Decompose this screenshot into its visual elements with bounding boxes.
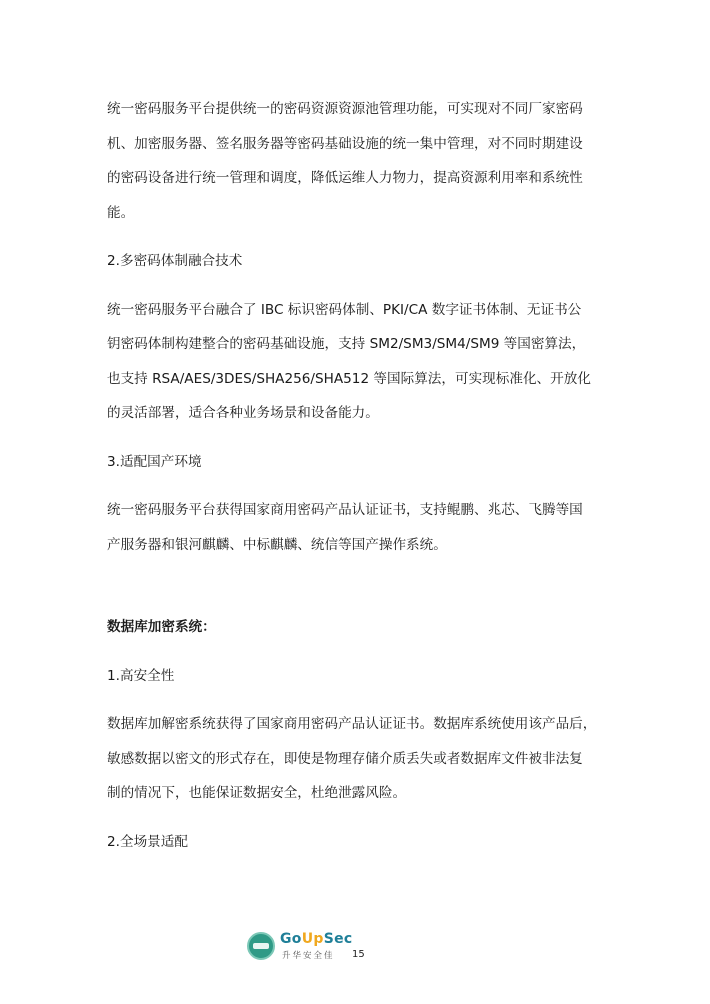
paragraph-multi-crypto: [107, 293, 607, 431]
paragraph-resource-pool: [107, 92, 607, 230]
text-line: 统一密码服务平台融合了 IBC 标识密码体制、PKI/CA 数字证书体制、无证书公: [107, 301, 582, 318]
brand-name: [280, 931, 353, 947]
text-line: 统一密码服务平台提供统一的密码资源资源池管理功能，可实现对不同厂家密码: [107, 101, 583, 117]
goupsec-logo-icon: [247, 932, 275, 960]
page-number: 15: [352, 949, 365, 960]
heading-multi-crypto: 2.多密码体制融合技术: [107, 253, 243, 269]
brand-part: Sec: [323, 931, 353, 947]
brand-part: Up: [301, 931, 324, 947]
heading-high-security: 1.高安全性: [107, 667, 175, 684]
page-footer: [247, 930, 467, 970]
text-line: 产服务器和银河麒麟、中标麒麟、统信等国产操作系统。: [107, 536, 447, 553]
text-line: 也支持 RSA/AES/3DES/SHA256/SHA512 等国际算法，可实现标准化、开放化: [107, 370, 591, 387]
paragraph-domestic-env: [107, 493, 607, 562]
heading-full-scenario: 2.全场景适配: [107, 833, 188, 850]
text-line: 制的情况下，也能保证数据安全，杜绝泄露风险。: [107, 785, 407, 801]
section-title-db-encryption: 数据库加密系统：: [107, 619, 216, 635]
text-line: 数据库加解密系统获得了国家商用密码产品认证证书。数据库系统使用该产品后，: [107, 716, 597, 732]
text-line: 的灵活部署，适合各种业务场景和设备能力。: [107, 405, 379, 421]
page-content: [107, 92, 607, 859]
heading-domestic-env: 3.适配国产环境: [107, 453, 202, 470]
text-line: 钥密码体制构建整合的密码基础设施，支持 SM2/SM3/SM4/SM9 等国密算法，: [107, 336, 586, 352]
paragraph-high-security: [107, 707, 607, 811]
text-line: 敏感数据以密文的形式存在，即使是物理存储介质丢失或者数据库文件被非法复: [107, 750, 583, 767]
brand-subtitle: 升华安全佳: [282, 951, 335, 961]
text-line: 机、加密服务器、签名服务器等密码基础设施的统一集中管理，对不同时期建设: [107, 135, 583, 152]
text-line: 的密码设备进行统一管理和调度，降低运维人力物力，提高资源利用率和系统性: [107, 170, 583, 186]
text-line: 统一密码服务平台获得国家商用密码产品认证证书，支持鲲鹏、兆芯、飞腾等国: [107, 502, 583, 518]
brand-part: Go: [280, 931, 302, 947]
text-line: 能。: [107, 204, 135, 221]
